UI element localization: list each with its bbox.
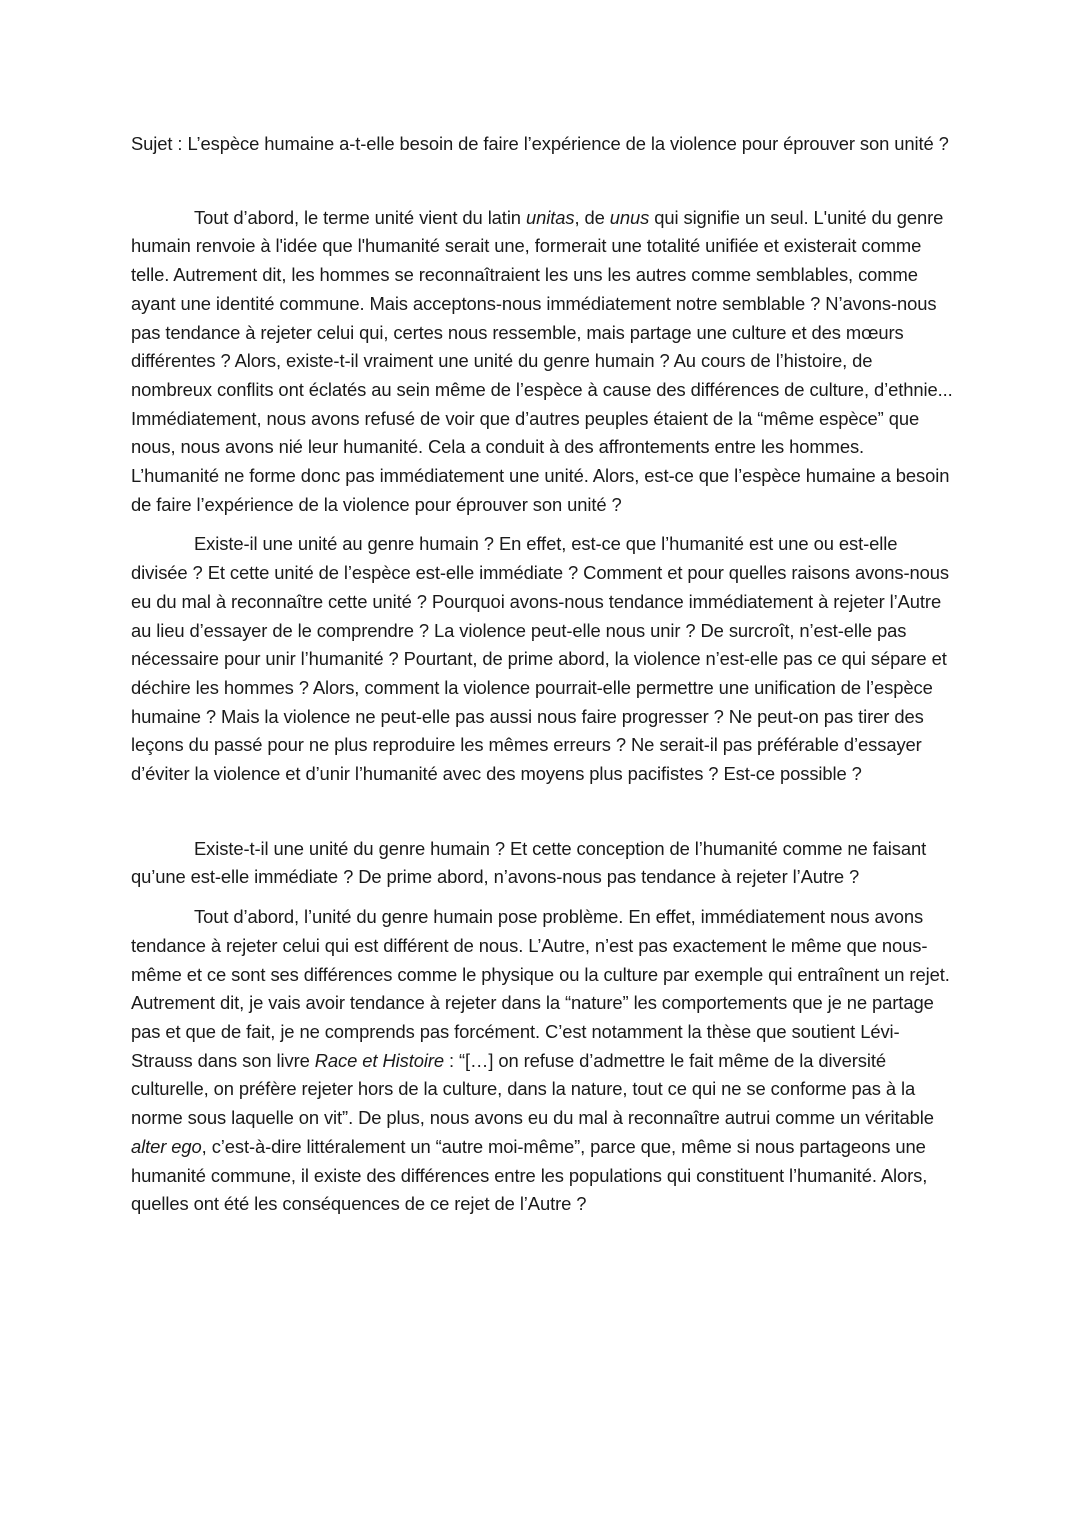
paragraph-text: , c’est-à-dire littéralement un “autre moi-même”, parce que, même si nous partageons une humanité commune, il existe des différences entre les populations qui constituent l’humanité. Alors, quelles ont été les conséquences de ce rejet de l’Autre ? xyxy=(131,1135,928,1215)
paragraph-text: , de xyxy=(574,206,610,228)
italic-term: Race et Histoire xyxy=(314,1049,444,1071)
italic-term: unitas xyxy=(525,206,575,228)
paragraph-text: Existe-il une unité au genre humain ? En effet, est-ce que l’humanité est une ou est-elle divisée ? Et cette unité de l’espèce est-elle immédiate ? Comment et pour quelles raisons avons-nous eu du mal à reconnaître cette unité ? Pourquoi avons-nous tendance immédiatement à rejeter l’Autre au lieu d’essayer de le comprendre ? La violence peut-elle nous unir ? De surcroît, n’est-elle pas nécessaire pour unir l’humanité ? Pourtant, de prime abord, la violence n’est-elle pas ce qui sépare et déchire les hommes ? Alors, comment la violence pourrait-elle permettre une unification de l’espèce humaine ? Mais la violence ne peut-elle pas aussi nous faire progresser ? Ne peut-on pas tirer des leçons du passé pour ne plus reproduire les mêmes erreurs ? Ne serait-il pas préférable d’essayer d’éviter la violence et d’unir l’humanité avec des moyens plus pacifistes ? Est-ce possible ? xyxy=(131,533,950,785)
intro-paragraph-questions xyxy=(131,530,953,788)
paragraph-text: Tout d’abord, le terme unité vient du latin xyxy=(194,206,526,228)
paragraph-text: qui signifie un seul. L'unité du genre humain renvoie à l'idée que l'humanité serait une, formerait une totalité unifiée et existerait comme telle. Autrement dit, les hommes se reconnaîtraient les uns les autres comme semblables, comme ayant une identité commune. Mais acceptons-nous immédiatement notre semblable ? N’avons-nous pas tendance à rejeter celui qui, certes nous ressemble, mais partage une culture et des mœurs différentes ? Alors, existe-t-il vraiment une unité du genre humain ? Au cours de l’histoire, de nombreux conflits ont éclatés au sein même de l’espèce à cause des différences de culture, d’ethnie... Immédiatement, nous avons refusé de voir que d’autres peuples étaient de la “même espèce” que nous, nous avons nié leur humanité. Cela a conduit à des affrontements entre les hommes. L’humanité ne forme donc pas immédiatement une unité. Alors, est-ce que l’espèce humaine a besoin de faire l’expérience de la violence pour éprouver son unité ? xyxy=(131,206,953,515)
intro-paragraph-definition xyxy=(131,204,953,520)
document-body xyxy=(131,130,953,1230)
italic-term: unus xyxy=(609,206,650,228)
italic-term: alter ego xyxy=(131,1135,202,1157)
part-one-first-argument-paragraph xyxy=(131,903,953,1219)
essay-subject: Sujet : L’espèce humaine a-t-elle besoin de faire l’expérience de la violence pour éprouver son unité ? xyxy=(131,133,949,154)
paragraph-text: Tout d’abord, l’unité du genre humain pose problème. En effet, immédiatement nous avons tendance à rejeter celui qui est différent de nous. L’Autre, n’est pas exactement le même que nous-même et ce sont ses différences comme le physique ou la culture par exemple qui entraînent un rejet. Autrement dit, je vais avoir tendance à rejeter dans la “nature” les comportements que je ne partage pas et que de fait, je ne comprends pas forcément. C’est notamment la thèse que soutient Lévi-Strauss dans son livre xyxy=(131,906,950,1071)
paragraph-text: Existe-t-il une unité du genre humain ? Et cette conception de l’humanité comme ne faisant qu’une est-elle immédiate ? De prime abord, n’avons-nous pas tendance à rejeter l’Autre ? xyxy=(131,837,927,888)
paragraph-text: : “[…] on refuse d’admettre le fait même de la diversité culturelle, on préfère rejeter hors de la culture, dans la nature, tout ce qui ne se conforme pas à la norme sous laquelle on vit”. De plus, nous avons eu du mal à reconnaître autrui comme un véritable xyxy=(131,1049,934,1129)
part-one-introduction-paragraph xyxy=(131,835,953,892)
